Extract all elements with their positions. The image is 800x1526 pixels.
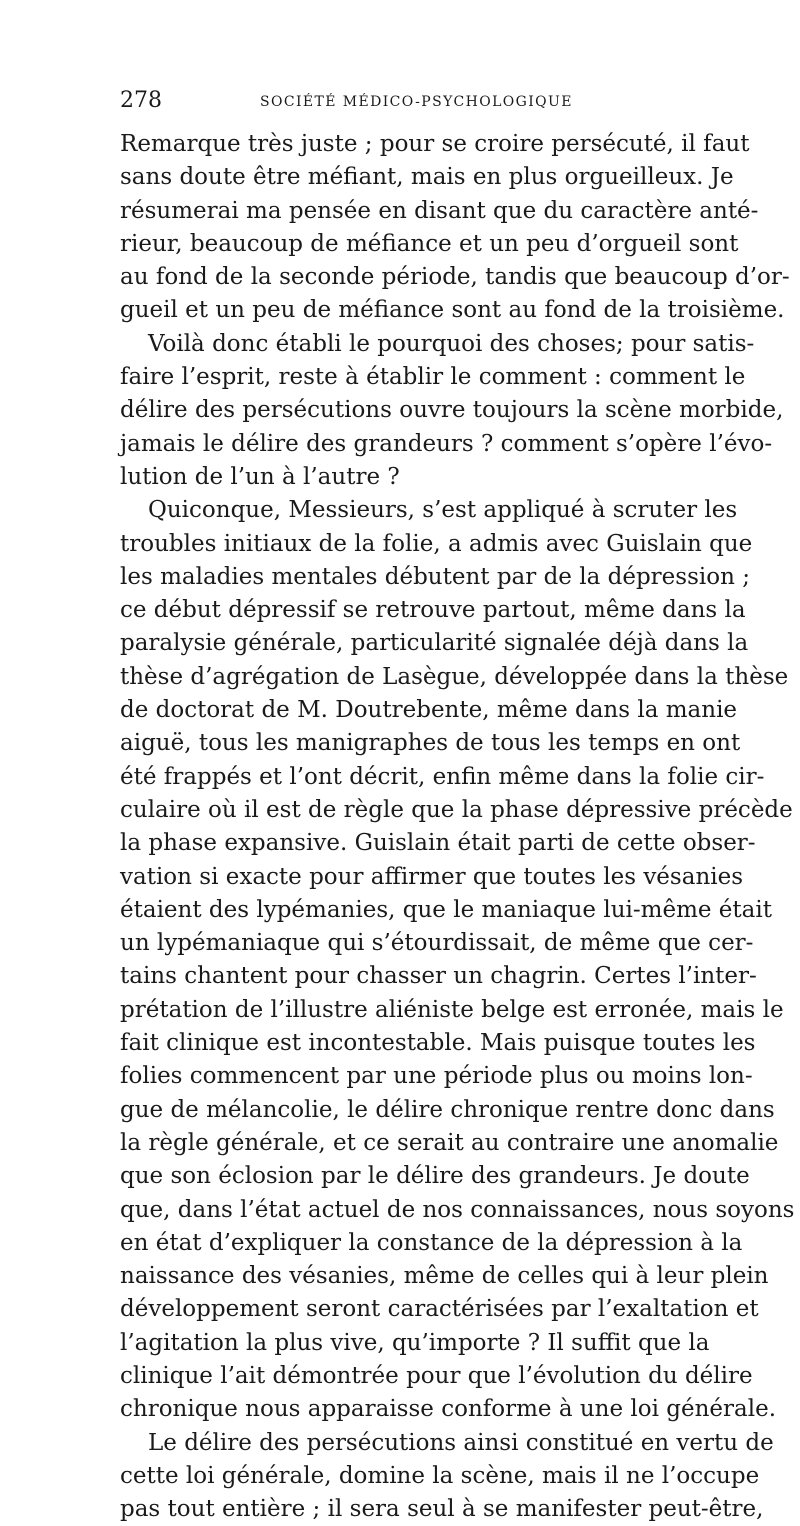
text-line: de doctorat de M. Doutrebente, même dans la manie: [120, 697, 738, 724]
text-line: étaient des lypémanies, que le maniaque lui-même était: [120, 896, 772, 923]
text-line: fait clinique est incontestable. Mais puisque toutes les: [120, 1030, 756, 1057]
text-line: naissance des vésanies, même de celles qui à leur plein: [120, 1263, 769, 1290]
text-line: prétation de l’illustre aliéniste belge est erronée, mais le: [120, 996, 784, 1023]
text-line: au fond de la seconde période, tandis que beaucoup d’or-: [120, 264, 790, 291]
text-line: paralysie générale, particularité signalée déjà dans la: [120, 630, 749, 657]
text-line: les maladies mentales débutent par de la dépression ;: [120, 563, 750, 590]
text-line: gue de mélancolie, le délire chronique rentre donc dans: [120, 1096, 775, 1123]
text-line: folies commencent par une période plus ou moins lon-: [120, 1063, 753, 1090]
paragraph: [120, 128, 790, 328]
text-line: la règle générale, et ce serait au contraire une anomalie: [120, 1129, 779, 1156]
journal-title: SOCIÉTÉ MÉDICO-PSYCHOLOGIQUE: [260, 94, 573, 110]
text-line: thèse d’agrégation de Lasègue, développée dans la thèse: [120, 663, 789, 690]
text-line: chronique nous apparaisse conforme à une loi générale.: [120, 1396, 777, 1423]
text-line: Le délire des persécutions ainsi constitué en vertu de: [148, 1429, 774, 1456]
text-line: Quiconque, Messieurs, s’est appliqué à scruter les: [148, 497, 738, 524]
body-text: [120, 128, 795, 1526]
text-line: jamais le délire des grandeurs ? comment s’opère l’évo-: [120, 430, 773, 457]
text-line: faire l’esprit, reste à établir le comment : comment le: [120, 364, 746, 391]
text-line: clinique l’ait démontrée pour que l’évolution du délire: [120, 1362, 753, 1389]
text-line: que son éclosion par le délire des grandeurs. Je doute: [120, 1163, 750, 1190]
text-line: l’agitation la plus vive, qu’importe ? Il suffit que la: [120, 1329, 710, 1356]
text-line: tains chantent pour chasser un chagrin. Certes l’inter-: [120, 963, 757, 990]
text-line: sans doute être méfiant, mais en plus orgueilleux. Je: [120, 164, 734, 191]
text-line: Voilà donc établi le pourquoi des choses; pour satis-: [148, 330, 755, 357]
text-line: aiguë, tous les manigraphes de tous les temps en ont: [120, 730, 741, 757]
text-line: que, dans l’état actuel de nos connaissances, nous soyons: [120, 1196, 795, 1223]
text-line: culaire où il est de règle que la phase dépressive précède: [120, 796, 793, 823]
running-head: [120, 86, 676, 116]
text-line: délire des persécutions ouvre toujours la scène morbide,: [120, 397, 784, 424]
text-line: vation si exacte pour affirmer que toutes les vésanies: [120, 863, 744, 890]
text-line: en état d’expliquer la constance de la dépression à la: [120, 1229, 743, 1256]
text-line: cette loi générale, domine la scène, mais il ne l’occupe: [120, 1462, 760, 1489]
text-line: été frappés et l’ont décrit, enfin même dans la folie cir-: [120, 763, 765, 790]
text-line: un lypémaniaque qui s’étourdissait, de même que cer-: [120, 930, 754, 957]
text-line: résumerai ma pensée en disant que du caractère anté-: [120, 197, 759, 224]
page-number: 278: [120, 88, 162, 113]
text-line: troubles initiaux de la folie, a admis avec Guislain que: [120, 530, 753, 557]
paragraph: [120, 494, 795, 1426]
text-line: lution de l’un à l’autre ?: [120, 463, 400, 490]
text-line: ce début dépressif se retrouve partout, même dans la: [120, 597, 746, 624]
text-line: rieur, beaucoup de méfiance et un peu d’orgueil sont: [120, 230, 739, 257]
text-line: développement seront caractérisées par l’exaltation et: [120, 1296, 759, 1323]
text-line: Remarque très juste ; pour se croire persécuté, il faut: [120, 131, 750, 157]
text-line: la phase expansive. Guislain était parti de cette obser-: [120, 830, 756, 857]
paragraph: [120, 328, 784, 494]
text-line: gueil et un peu de méfiance sont au fond de la troisième.: [120, 297, 785, 324]
paragraph: [120, 1427, 774, 1526]
text-line: pas tout entière ; il sera seul à se manifester peut-être,: [120, 1496, 764, 1523]
